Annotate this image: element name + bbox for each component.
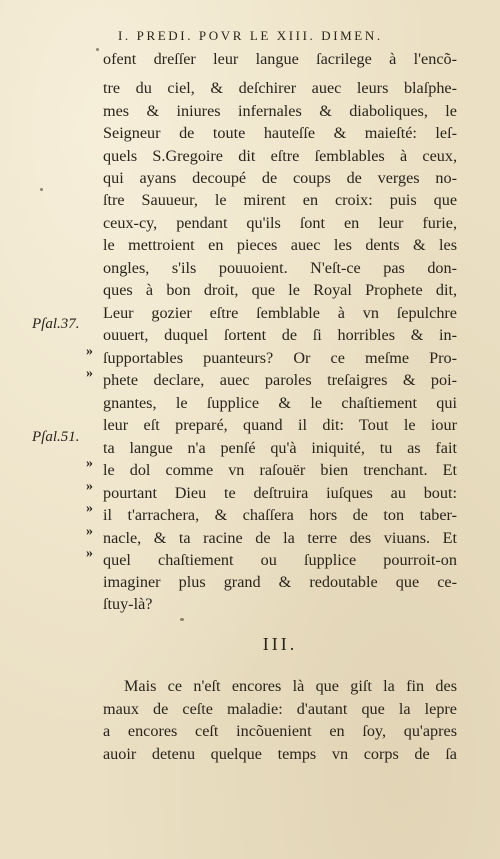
- text-line: nacle, & ta racine de la terre des viuans. Et: [103, 529, 457, 547]
- text-line: ſtre Sauueur, le mirent en croix: puis que: [103, 191, 457, 209]
- text-line: maux de ceſte maladie: d'autant que la lepre: [103, 700, 457, 718]
- text-line: auoir detenu quelque temps vn corps de ſa: [103, 745, 457, 763]
- section-heading: III.: [262, 634, 298, 654]
- text-line: pourtant Dieu te deſtruira iuſques au bout:: [103, 484, 457, 502]
- text-line: ſupportables puanteurs? Or ce meſme Pro-: [103, 349, 457, 367]
- text-line: ofent dreſſer leur langue ſacrilege à l'encõ-: [103, 50, 457, 68]
- text-line: le mettroient en pieces auec les dents & les: [103, 236, 457, 254]
- ink-speck: [40, 188, 43, 191]
- text-line: ques à bon droit, que le Royal Prophete dit,: [103, 281, 457, 299]
- text-line: ta langue n'a penſé qu'à iniquité, tu as fait: [103, 439, 457, 457]
- running-head: I. PREDI. POVR LE XIII. DIMEN.: [118, 28, 383, 43]
- text-line: quel chaſtiement ou ſupplice pourroit-on: [103, 551, 457, 569]
- text-line: Mais ce n'eſt encores là que giſt la fin des: [124, 677, 457, 695]
- text-line: Leur gozier eſtre ſemblable à vn ſepulchre: [103, 304, 457, 322]
- text-line: a encores ceſt incõuenient en ſoy, qu'apres: [103, 722, 457, 740]
- quote-mark: »: [86, 501, 93, 516]
- quote-mark: »: [86, 344, 93, 359]
- text-line: ſtuy-là?: [103, 595, 153, 613]
- text-line: ceux-cy, pendant qu'ils ſont en leur furie,: [103, 214, 457, 232]
- text-line: leur eſt preparé, quand il dit: Tout le iour: [103, 416, 457, 434]
- margin-note-psalm-37: Pſal.37.: [32, 316, 80, 332]
- ink-speck: [180, 618, 184, 621]
- quote-mark: »: [86, 366, 93, 381]
- quote-mark: »: [86, 479, 93, 494]
- text-line: quels S.Gregoire dit eſtre ſemblables à ceux,: [103, 147, 457, 165]
- ink-speck: [96, 48, 99, 51]
- quote-mark: »: [86, 524, 93, 539]
- text-line: phete declare, auec paroles treſaigres & poi-: [103, 371, 457, 389]
- text-line: Seigneur de toute hauteſſe & maieſté: leſ-: [103, 124, 457, 142]
- text-line: ouuert, duquel ſortent de ſi horribles & in-: [103, 326, 457, 344]
- text-line: imaginer plus grand & redoutable que ce-: [103, 573, 457, 591]
- text-line: tre du ciel, & deſchirer auec leurs blaſphe-: [103, 79, 457, 97]
- text-line: le dol comme vn raſouër bien trenchant. Et: [103, 461, 457, 479]
- margin-note-psalm-51: Pſal.51.: [32, 429, 80, 445]
- quote-mark: »: [86, 546, 93, 561]
- quote-mark: »: [86, 456, 93, 471]
- text-line: qui ayans decoupé de coups de verges no-: [103, 169, 457, 187]
- text-line: mes & iniures infernales & diaboliques, le: [103, 102, 457, 120]
- text-line: il t'arrachera, & chaſſera hors de ton taber-: [103, 506, 457, 524]
- text-line: gnantes, le ſupplice & le chaſtiement qui: [103, 394, 457, 412]
- text-line: ongles, s'ils pouuoient. N'eſt-ce pas don-: [103, 259, 457, 277]
